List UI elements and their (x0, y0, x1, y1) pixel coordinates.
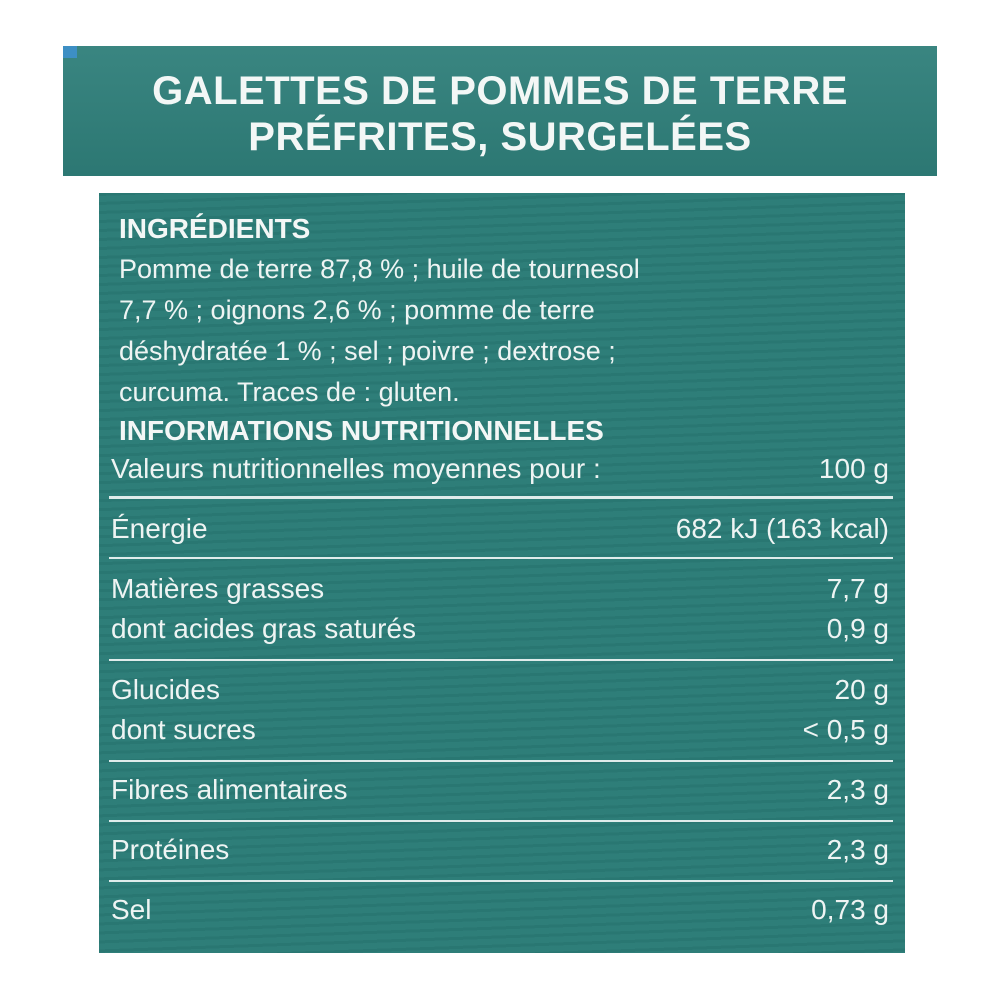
sugars-value: < 0,5 g (802, 714, 889, 745)
ingredients-line: 7,7 % ; oignons 2,6 % ; pomme de terre (119, 295, 595, 325)
nutrition-header-row (111, 449, 889, 489)
divider (109, 496, 893, 499)
fibre-label: Fibres alimentaires (111, 774, 348, 805)
info-panel (99, 193, 905, 953)
ingredients-text (119, 249, 879, 413)
divider (109, 880, 893, 882)
nutrition-row-salt (111, 890, 889, 930)
energy-value: 682 kJ (163 kcal) (675, 513, 889, 544)
saturated-fat-label: dont acides gras saturés (111, 613, 417, 644)
divider (109, 557, 893, 559)
fat-label: Matières grasses (111, 573, 325, 604)
saturated-fat-value: 0,9 g (826, 613, 889, 644)
salt-value: 0,73 g (811, 894, 889, 925)
sugars-label: dont sucres (111, 714, 256, 745)
salt-label: Sel (111, 894, 152, 925)
ingredients-line: déshydratée 1 % ; sel ; poivre ; dextrose ; (119, 336, 616, 366)
ingredients-heading: INGRÉDIENTS (119, 213, 311, 244)
nutrition-row-carbs (111, 670, 889, 750)
energy-label: Énergie (111, 513, 208, 544)
nutrition-row-protein (111, 830, 889, 870)
nutrition-header-value: 100 g (818, 453, 889, 484)
nutrition-row-fibre (111, 770, 889, 810)
protein-label: Protéines (111, 834, 230, 865)
carbs-label: Glucides (111, 674, 220, 705)
nutrition-row-energy (111, 509, 889, 549)
ingredients-line: Pomme de terre 87,8 % ; huile de tournesol (119, 254, 640, 284)
product-title-line1: GALETTES DE POMMES DE TERRE (152, 69, 848, 113)
product-title-line2: PRÉFRITES, SURGELÉES (248, 115, 752, 159)
title-band (63, 46, 937, 176)
fibre-value: 2,3 g (826, 774, 889, 805)
title-corner-accent (63, 46, 77, 58)
carbs-value: 20 g (834, 674, 889, 705)
nutrition-row-fat (111, 569, 889, 649)
ingredients-line: curcuma. Traces de : gluten. (119, 377, 460, 407)
product-title (63, 68, 937, 160)
divider (109, 820, 893, 822)
fat-value: 7,7 g (826, 573, 889, 604)
protein-value: 2,3 g (826, 834, 889, 865)
nutrition-header-label: Valeurs nutritionnelles moyennes pour : (111, 453, 601, 484)
divider (109, 760, 893, 762)
divider (109, 659, 893, 661)
nutrition-heading: INFORMATIONS NUTRITIONNELLES (119, 415, 604, 446)
